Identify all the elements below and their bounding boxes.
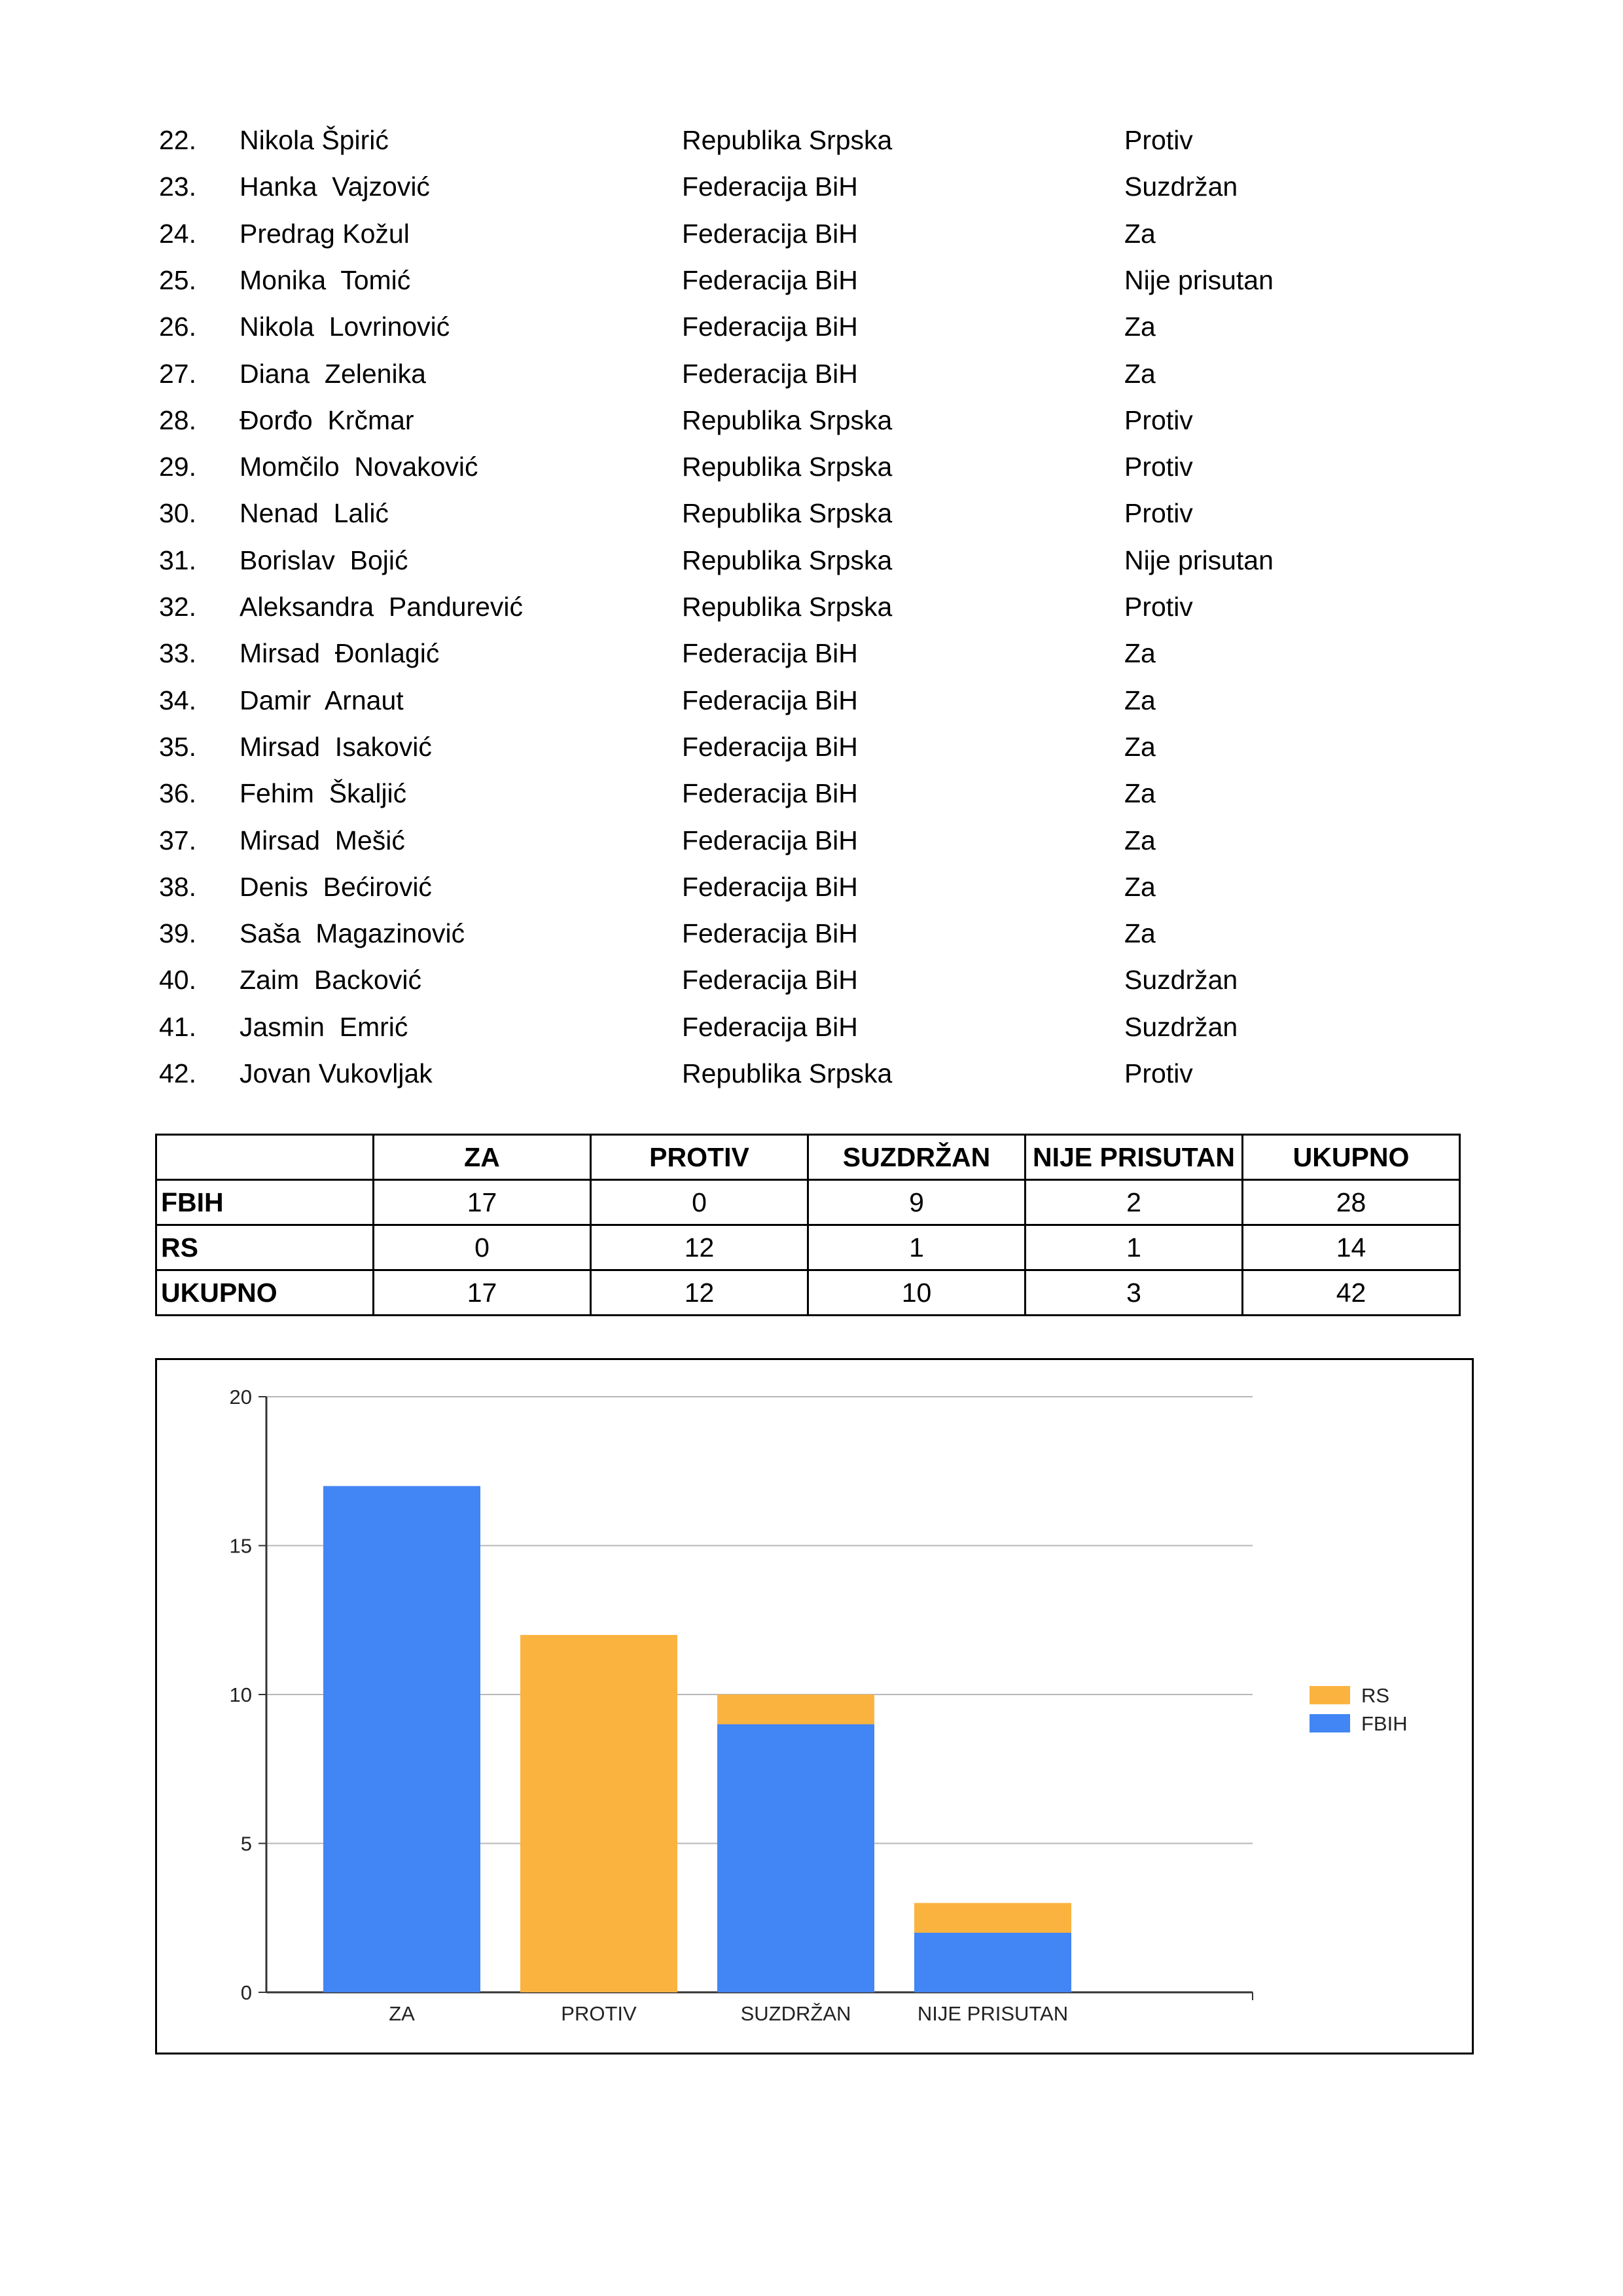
voter-name: Jasmin Emrić	[240, 1011, 408, 1042]
summary-header-cell: NIJE PRISUTAN	[1026, 1135, 1243, 1180]
voter-entity: Federacija BiH	[682, 638, 858, 669]
voter-number: 32.	[159, 592, 196, 622]
voter-number: 28.	[159, 404, 196, 435]
voter-row	[0, 304, 1623, 350]
voter-entity: Republika Srpska	[682, 404, 893, 435]
summary-cell: 12	[591, 1225, 808, 1270]
voter-entity: Federacija BiH	[682, 358, 858, 389]
voter-number: 30.	[159, 498, 196, 529]
voter-row	[0, 537, 1623, 584]
voter-entity: Federacija BiH	[682, 825, 858, 855]
chart-canvas	[157, 1360, 1472, 2053]
summary-row-label: UKUPNO	[156, 1270, 374, 1316]
voter-entity: Federacija BiH	[682, 731, 858, 762]
voter-vote: Za	[1124, 638, 1156, 669]
voter-number: 27.	[159, 358, 196, 389]
voter-number: 41.	[159, 1011, 196, 1042]
voter-row	[0, 770, 1623, 817]
voter-vote: Protiv	[1124, 1058, 1193, 1088]
voter-number: 37.	[159, 825, 196, 855]
voter-entity: Republika Srpska	[682, 452, 893, 482]
voter-row	[0, 257, 1623, 304]
voter-row	[0, 1004, 1623, 1050]
voter-row	[0, 1050, 1623, 1097]
voter-name: Zaim Backović	[240, 965, 421, 996]
voter-entity: Republika Srpska	[682, 1058, 893, 1088]
voter-number: 26.	[159, 312, 196, 342]
voter-vote: Protiv	[1124, 452, 1193, 482]
voter-entity: Federacija BiH	[682, 685, 858, 715]
voter-row	[0, 490, 1623, 537]
legend-swatch-rs	[1310, 1686, 1350, 1704]
summary-header-cell: PROTIV	[591, 1135, 808, 1180]
voter-name: Mirsad Đonlagić	[240, 638, 440, 669]
voter-number: 34.	[159, 685, 196, 715]
voter-vote: Suzdržan	[1124, 965, 1238, 996]
voter-name: Saša Magazinović	[240, 918, 465, 949]
voter-entity: Federacija BiH	[682, 965, 858, 996]
voter-vote: Protiv	[1124, 592, 1193, 622]
voter-name: Hanka Vajzović	[240, 171, 430, 202]
voter-row	[0, 677, 1623, 724]
summary-header-cell: UKUPNO	[1243, 1135, 1460, 1180]
voter-name: Denis Bećirović	[240, 871, 432, 902]
voter-vote: Za	[1124, 871, 1156, 902]
voter-row	[0, 724, 1623, 770]
voter-name: Predrag Kožul	[240, 218, 410, 249]
voter-row	[0, 817, 1623, 864]
bar-rs	[914, 1903, 1071, 1933]
voter-row	[0, 397, 1623, 444]
summary-header-row	[156, 1135, 1460, 1180]
y-tick-label: 5	[240, 1832, 252, 1856]
voter-vote: Suzdržan	[1124, 1011, 1238, 1042]
voter-vote: Za	[1124, 918, 1156, 949]
summary-cell: 0	[374, 1225, 591, 1270]
voter-row	[0, 351, 1623, 397]
voter-entity: Republika Srpska	[682, 498, 893, 529]
voter-vote: Protiv	[1124, 498, 1193, 529]
bar-rs	[717, 1695, 874, 1725]
voter-row	[0, 864, 1623, 910]
voter-entity: Federacija BiH	[682, 918, 858, 949]
voter-number: 23.	[159, 171, 196, 202]
summary-cell: 12	[591, 1270, 808, 1316]
voter-vote: Protiv	[1124, 404, 1193, 435]
summary-row-fbih	[156, 1180, 1460, 1225]
voter-row	[0, 117, 1623, 164]
summary-cell: 42	[1243, 1270, 1460, 1316]
y-tick-label: 20	[229, 1386, 252, 1408]
voter-entity: Republika Srpska	[682, 545, 893, 575]
voter-name: Mirsad Mešić	[240, 825, 405, 855]
voter-entity: Federacija BiH	[682, 218, 858, 249]
summary-row-total	[156, 1270, 1460, 1316]
voter-row	[0, 444, 1623, 490]
voter-name: Fehim Škaljić	[240, 778, 407, 809]
x-tick-label: SUZDRŽAN	[740, 2002, 851, 2025]
summary-cell: 10	[808, 1270, 1026, 1316]
summary-cell: 3	[1026, 1270, 1243, 1316]
summary-cell: 28	[1243, 1180, 1460, 1225]
x-tick-label: ZA	[389, 2002, 415, 2025]
summary-cell: 1	[808, 1225, 1026, 1270]
voter-name: Đorđo Krčmar	[240, 404, 414, 435]
voter-vote: Za	[1124, 825, 1156, 855]
voter-vote: Protiv	[1124, 125, 1193, 155]
voter-vote: Za	[1124, 358, 1156, 389]
voter-vote: Za	[1124, 312, 1156, 342]
voter-row	[0, 211, 1623, 257]
legend-label: FBIH	[1361, 1712, 1408, 1735]
voter-vote: Nije prisutan	[1124, 264, 1274, 295]
voter-row	[0, 630, 1623, 677]
voter-number: 33.	[159, 638, 196, 669]
vote-chart	[155, 1358, 1474, 2054]
voter-number: 40.	[159, 965, 196, 996]
voter-name: Diana Zelenika	[240, 358, 426, 389]
voter-vote: Nije prisutan	[1124, 545, 1274, 575]
summary-row-rs	[156, 1225, 1460, 1270]
voter-number: 24.	[159, 218, 196, 249]
voter-number: 36.	[159, 778, 196, 809]
bar-rs	[520, 1635, 677, 1992]
bar-fbih	[914, 1933, 1071, 1992]
summary-header-cell	[156, 1135, 374, 1180]
summary-cell: 1	[1026, 1225, 1243, 1270]
y-tick-label: 10	[229, 1683, 252, 1706]
voter-name: Borislav Bojić	[240, 545, 408, 575]
summary-cell: 9	[808, 1180, 1026, 1225]
x-tick-label: PROTIV	[561, 2002, 637, 2025]
voter-name: Momčilo Novaković	[240, 452, 478, 482]
summary-cell: 17	[374, 1180, 591, 1225]
voter-name: Nenad Lalić	[240, 498, 389, 529]
voter-number: 31.	[159, 545, 196, 575]
voter-name: Aleksandra Pandurević	[240, 592, 524, 622]
summary-cell: 14	[1243, 1225, 1460, 1270]
voter-name: Nikola Špirić	[240, 125, 389, 155]
voter-vote: Za	[1124, 685, 1156, 715]
legend-label: RS	[1361, 1684, 1390, 1707]
summary-cell: 0	[591, 1180, 808, 1225]
voter-number: 22.	[159, 125, 196, 155]
y-tick-label: 15	[229, 1534, 252, 1558]
legend-swatch-fbih	[1310, 1714, 1350, 1732]
voter-name: Monika Tomić	[240, 264, 411, 295]
voter-number: 38.	[159, 871, 196, 902]
voter-row	[0, 164, 1623, 210]
x-tick-label: NIJE PRISUTAN	[917, 2002, 1069, 2025]
voter-vote: Suzdržan	[1124, 171, 1238, 202]
voter-name: Damir Arnaut	[240, 685, 404, 715]
voter-row	[0, 957, 1623, 1003]
voter-name: Nikola Lovrinović	[240, 312, 450, 342]
voter-entity: Federacija BiH	[682, 264, 858, 295]
voter-number: 35.	[159, 731, 196, 762]
summary-cell: 2	[1026, 1180, 1243, 1225]
voter-vote: Za	[1124, 778, 1156, 809]
voter-number: 39.	[159, 918, 196, 949]
summary-header-cell: ZA	[374, 1135, 591, 1180]
bar-fbih	[323, 1486, 480, 1993]
voter-number: 25.	[159, 264, 196, 295]
voter-entity: Republika Srpska	[682, 592, 893, 622]
voter-entity: Federacija BiH	[682, 778, 858, 809]
voter-entity: Republika Srpska	[682, 125, 893, 155]
voter-name: Jovan Vukovljak	[240, 1058, 433, 1088]
y-tick-label: 0	[240, 1981, 252, 2004]
voter-vote: Za	[1124, 218, 1156, 249]
summary-row-label: FBIH	[156, 1180, 374, 1225]
summary-cell: 17	[374, 1270, 591, 1316]
vote-summary-table	[155, 1134, 1461, 1316]
bar-fbih	[717, 1725, 874, 1993]
voter-row	[0, 584, 1623, 630]
summary-header-cell: SUZDRŽAN	[808, 1135, 1026, 1180]
voter-row	[0, 910, 1623, 957]
voter-name: Mirsad Isaković	[240, 731, 432, 762]
voter-entity: Federacija BiH	[682, 871, 858, 902]
voter-vote: Za	[1124, 731, 1156, 762]
voter-entity: Federacija BiH	[682, 312, 858, 342]
voter-number: 42.	[159, 1058, 196, 1088]
voter-entity: Federacija BiH	[682, 1011, 858, 1042]
voter-entity: Federacija BiH	[682, 171, 858, 202]
summary-row-label: RS	[156, 1225, 374, 1270]
voter-number: 29.	[159, 452, 196, 482]
